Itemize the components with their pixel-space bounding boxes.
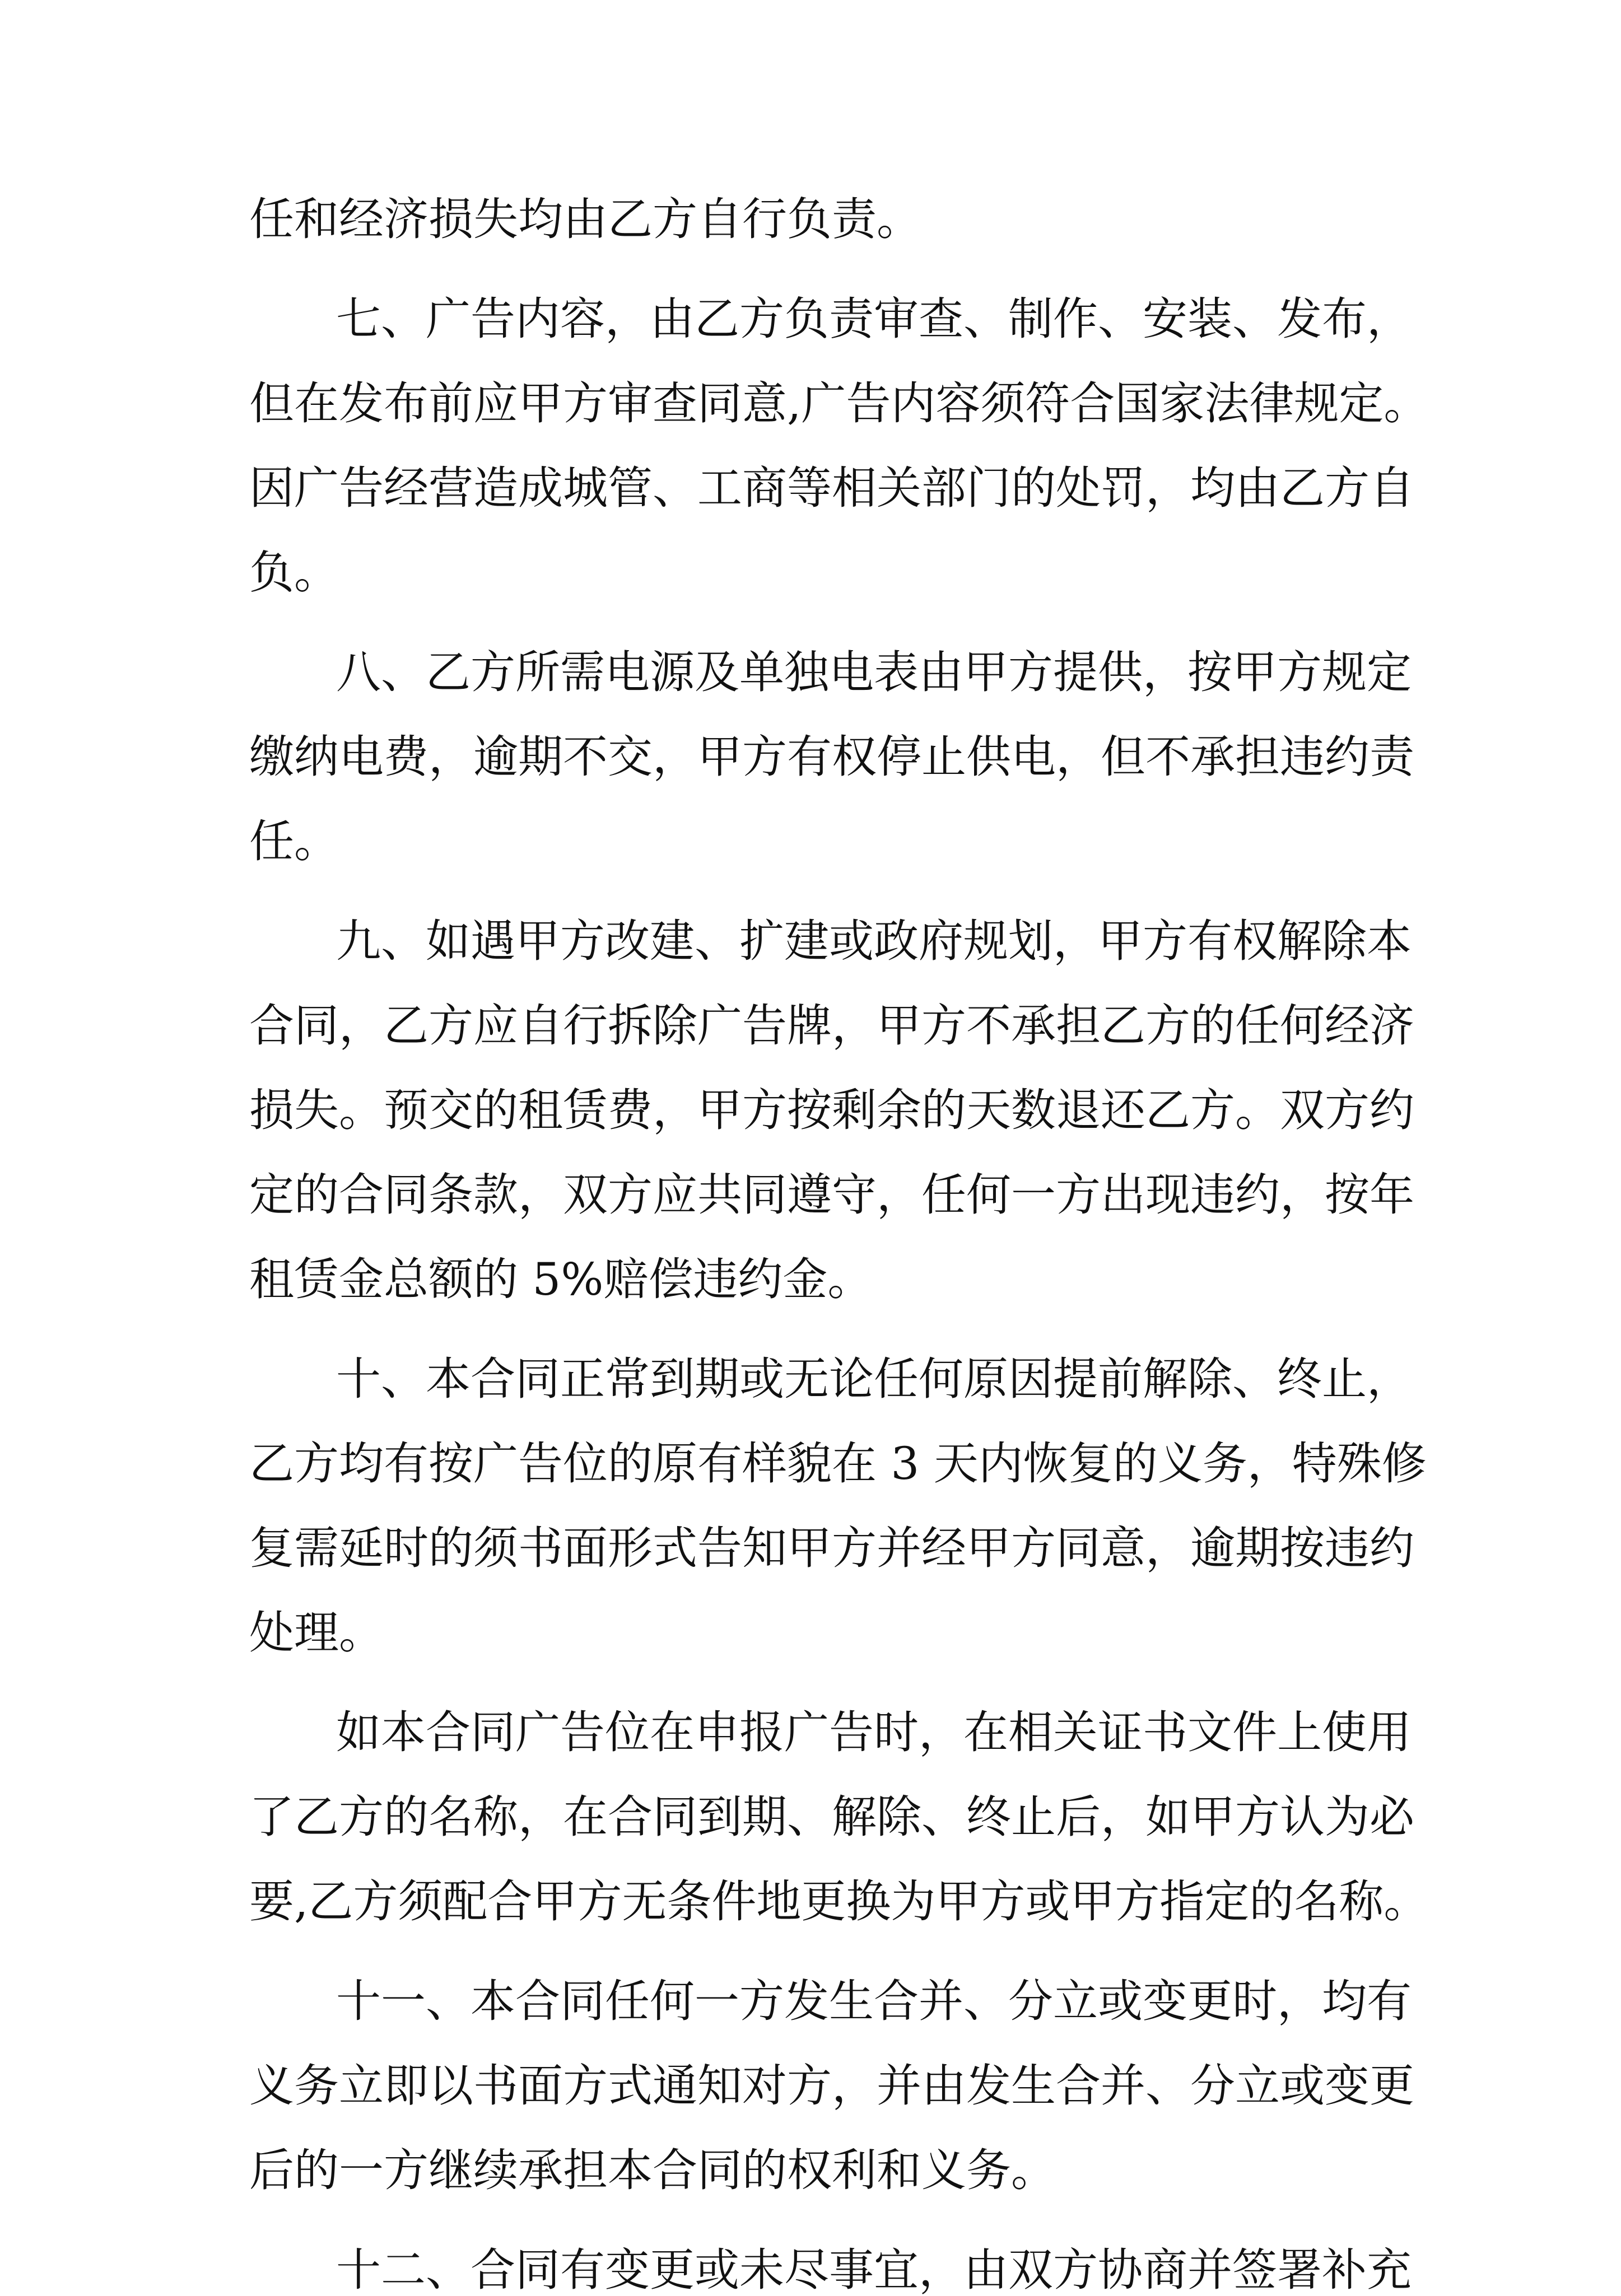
contract-body xyxy=(249,193,1429,2296)
clause-11-line: 后的一方继续承担本合同的权利和义务。 xyxy=(249,2144,1056,2196)
clause-9-line: 合同，乙方应自行拆除广告牌，甲方不承担乙方的任何经济 xyxy=(249,1000,1414,1052)
clause-9-line: 定的合同条款，双方应共同遵守，任何一方出现违约，按年 xyxy=(249,1169,1414,1221)
clause-8-line: 八、乙方所需电源及单独电表由甲方提供，按甲方规定 xyxy=(336,646,1412,698)
clause-10-note-line: 如本合同广告位在申报广告时，在相关证书文件上使用 xyxy=(336,1706,1412,1758)
clause-7-line: 负。 xyxy=(249,547,339,599)
clause-10-line: 乙方均有按广告位的原有样貌在 3 天内恢复的义务，特殊修 xyxy=(249,1438,1427,1490)
clause-11-line: 十一、本合同任何一方发生合并、分立或变更时，均有 xyxy=(336,1975,1412,2027)
clause-7-line: 因广告经营造成城管、工商等相关部门的处罚，均由乙方自 xyxy=(249,462,1414,514)
paragraph-line: 任和经济损失均由乙方自行负责。 xyxy=(249,193,921,245)
clause-9-line: 损失。预交的租赁费，甲方按剩余的天数退还乙方。双方约 xyxy=(249,1084,1414,1136)
clause-12-line: 十二、合同有变更或未尽事宜，由双方协商并签署补充 xyxy=(336,2244,1412,2296)
clause-8-line: 任。 xyxy=(249,815,339,867)
clause-7-line: 七、广告内容，由乙方负责审查、制作、安装、发布， xyxy=(336,293,1412,345)
clause-8-line: 缴纳电费，逾期不交，甲方有权停止供电，但不承担违约责 xyxy=(249,731,1414,783)
clause-10-line: 十、本合同正常到期或无论任何原因提前解除、终止， xyxy=(336,1353,1412,1405)
clause-10-line: 复需延时的须书面形式告知甲方并经甲方同意，逾期按违约 xyxy=(249,1522,1414,1574)
clause-10-line: 处理。 xyxy=(249,1607,384,1659)
clause-11-line: 义务立即以书面方式通知对方，并由发生合并、分立或变更 xyxy=(249,2060,1414,2112)
clause-10-note-line: 要,乙方须配合甲方无条件地更换为甲方或甲方指定的名称。 xyxy=(249,1875,1429,1928)
clause-9-line: 九、如遇甲方改建、扩建或政府规划，甲方有权解除本 xyxy=(336,915,1412,967)
clause-9-line: 租赁金总额的 5%赔偿违约金。 xyxy=(249,1253,873,1305)
clause-10-note-line: 了乙方的名称，在合同到期、解除、终止后，如甲方认为必 xyxy=(249,1791,1414,1843)
clause-7-line: 但在发布前应甲方审查同意,广告内容须符合国家法律规定。 xyxy=(249,377,1429,430)
